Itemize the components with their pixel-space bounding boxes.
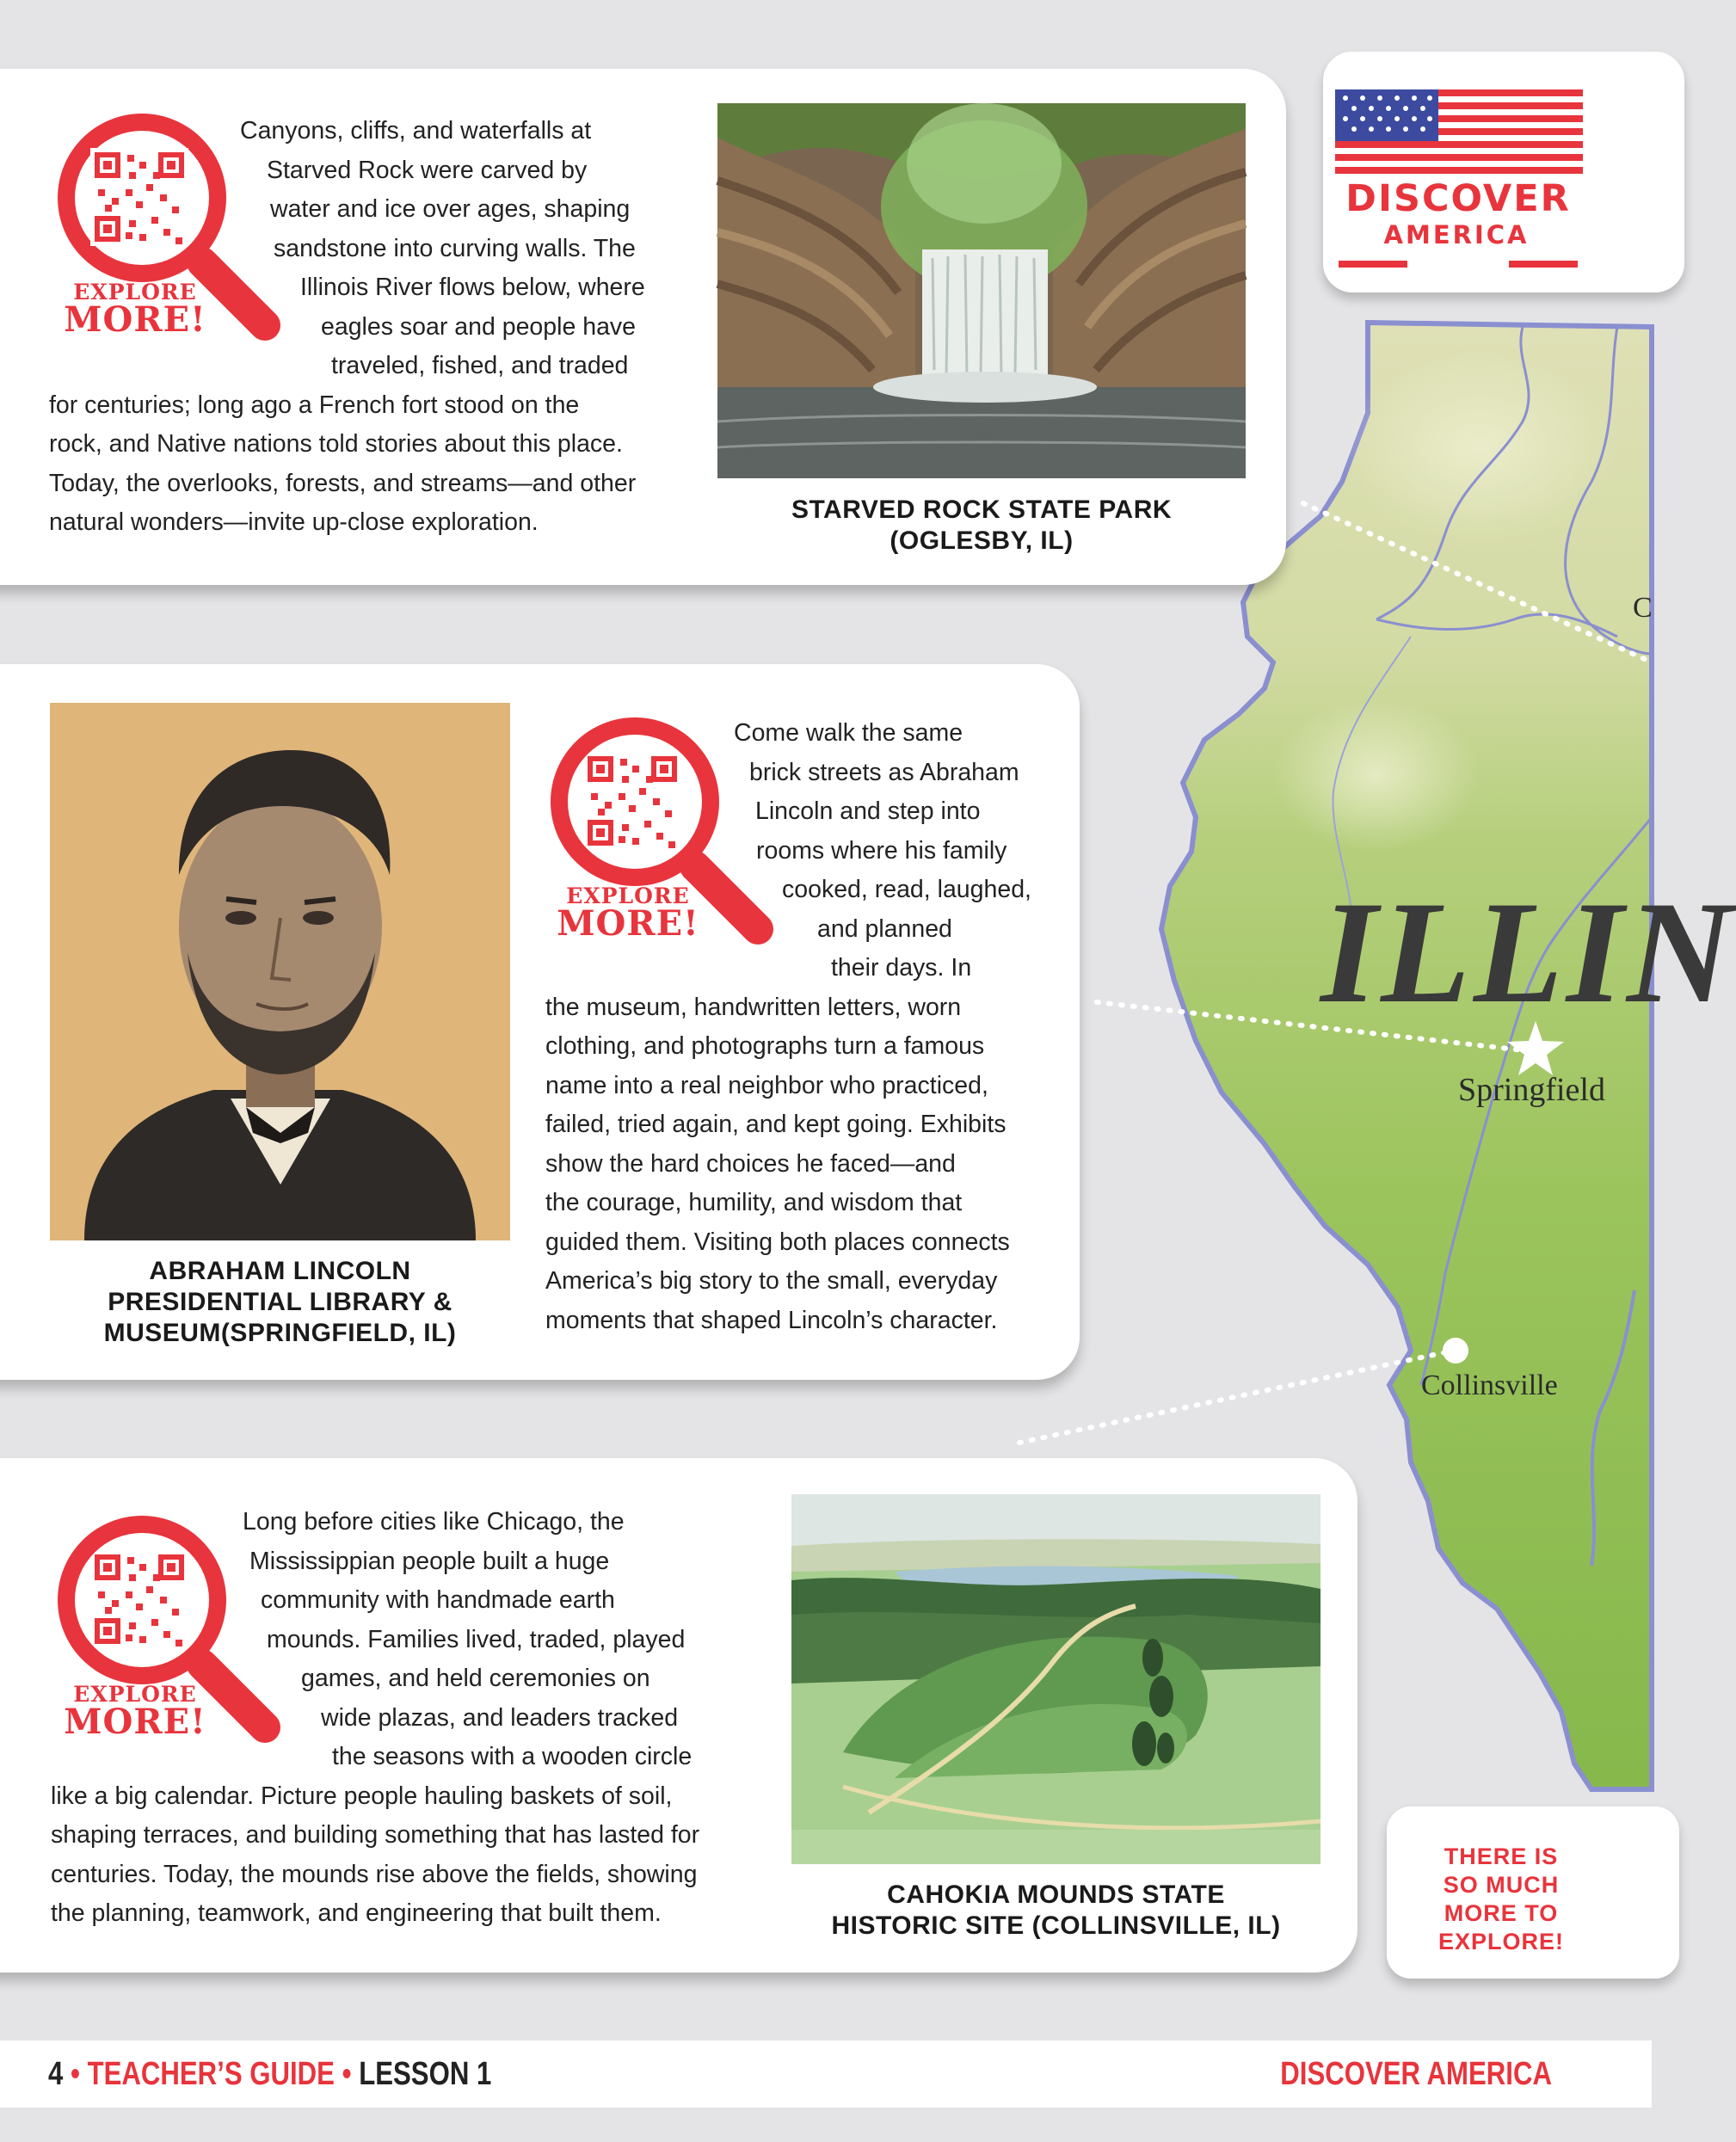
more-to-explore-text (1411, 1843, 1591, 1956)
caption-line: STARVED ROCK STATE PARK (791, 495, 1173, 524)
lincoln-text (0, 714, 1050, 1340)
text-line: Canyons, cliffs, and waterfalls at (240, 117, 592, 145)
text-line: community with handmade earth (261, 1586, 615, 1614)
text-line: and planned (817, 914, 952, 943)
page-footer (0, 2040, 1652, 2108)
starved-rock-photo (717, 103, 1246, 478)
text-line: clothing, and photographs turn a famous (545, 1032, 985, 1060)
explore-more-line2: MORE! (64, 1702, 206, 1742)
connector-line (1019, 1351, 1454, 1443)
text-line: the planning, teamwork, and engineering that built them. (51, 1899, 662, 1927)
text-line: show the hard choices he faced—and (545, 1149, 956, 1178)
lincoln-card (0, 664, 1080, 1380)
caption-line: (OGLESBY, IL) (890, 526, 1074, 555)
text-line: Long before cities like Chicago, the (243, 1508, 625, 1536)
more-line: MORE TO (1444, 1900, 1559, 1926)
mounds-illustration (791, 1494, 1320, 1864)
city-label-partial: C (1633, 592, 1653, 624)
discover-america-logo (1323, 52, 1684, 292)
more-line: SO MUCH (1443, 1872, 1560, 1898)
logo-subtitle: AMERICA (1383, 220, 1530, 249)
text-line: natural wonders—invite up-close exploration. (49, 508, 539, 536)
city-dot-icon (1443, 1338, 1468, 1363)
text-line: failed, tried again, and kept going. Exhibits (545, 1111, 1007, 1138)
text-line: rock, and Native nations told stories about this place. (49, 430, 623, 458)
caption-line: HISTORIC SITE (COLLINSVILLE, IL) (831, 1911, 1281, 1940)
logo-rule (1339, 261, 1407, 268)
starved-rock-text (0, 112, 645, 543)
page-number: 4 (48, 2056, 64, 2092)
waterfall-illustration (717, 103, 1246, 478)
map-light-area (1273, 697, 1480, 852)
text-line: moments that shaped Lincoln’s character. (545, 1306, 998, 1334)
cahokia-photo (791, 1494, 1320, 1864)
text-line: Lincoln and step into (755, 797, 981, 825)
text-line: Come walk the same (734, 719, 963, 747)
caption-line: CAHOKIA MOUNDS STATE (887, 1880, 1225, 1909)
us-flag-icon (1335, 89, 1583, 175)
text-line: eagles soar and people have (321, 312, 637, 341)
more-line: EXPLORE! (1437, 1929, 1565, 1954)
text-line: Starved Rock were carved by (267, 156, 588, 184)
explore-more-line1: EXPLORE (73, 280, 197, 305)
explore-more-line1: EXPLORE (73, 1682, 197, 1707)
more-line: THERE IS (1444, 1843, 1559, 1869)
text-line: Today, the overlooks, forests, and streams—and other (49, 469, 637, 497)
footer-brand: DISCOVER AMERICA (1280, 2056, 1552, 2092)
starved-rock-card (0, 69, 1286, 585)
more-to-explore-card (1387, 1807, 1679, 1979)
cahokia-card (0, 1458, 1357, 1973)
text-line: sandstone into curving walls. The (274, 234, 636, 262)
footer-separator: • (342, 2056, 352, 2092)
text-line: the courage, humility, and wisdom that (545, 1189, 963, 1216)
text-line: like a big calendar. Picture people hauling baskets of soil, (51, 1782, 673, 1810)
city-label-springfield: Springfield (1458, 1072, 1605, 1108)
text-line: brick streets as Abraham (749, 758, 1019, 786)
text-line: name into a real neighbor who practiced, (545, 1071, 988, 1099)
caption-line: PRESIDENTIAL LIBRARY & (108, 1288, 452, 1316)
text-line: wide plazas, and leaders tracked (321, 1703, 679, 1732)
explore-more-line1: EXPLORE (566, 883, 690, 908)
text-line: mounds. Families lived, traded, played (267, 1625, 686, 1653)
text-line: their days. In (831, 954, 972, 982)
starved-rock-caption (717, 495, 1246, 557)
text-line: Mississippian people built a huge (249, 1547, 610, 1575)
state-name-label: ILLIN (1320, 871, 1736, 1033)
text-line: Illinois River flows below, where (300, 274, 645, 301)
footer-left (48, 2056, 491, 2093)
cahokia-caption (791, 1880, 1320, 1942)
text-line: America’s big story to the small, everyday (545, 1267, 998, 1295)
explore-more-line2: MORE! (64, 299, 206, 340)
text-line: guided them. Visiting both places connects (545, 1228, 1010, 1256)
logo-rule (1509, 261, 1578, 268)
text-line: traveled, fished, and traded (331, 352, 629, 379)
logo-title: DISCOVER (1345, 177, 1571, 220)
text-line: the seasons with a wooden circle (332, 1743, 693, 1770)
text-line: rooms where his family (756, 836, 1007, 865)
caption-line: MUSEUM(SPRINGFIELD, IL) (103, 1319, 457, 1347)
footer-guide: TEACHER’S GUIDE (87, 2056, 335, 2092)
text-line: shaping terraces, and building something that has lasted for (51, 1821, 700, 1849)
cahokia-text (0, 1503, 740, 1934)
text-line: games, and held ceremonies on (301, 1665, 650, 1692)
footer-lesson: LESSON 1 (359, 2056, 492, 2092)
caption-line: ABRAHAM LINCOLN (149, 1257, 411, 1285)
city-label-collinsville: Collinsville (1421, 1370, 1558, 1401)
text-line: for centuries; long ago a French fort stood on the (49, 391, 580, 419)
text-line: cooked, read, laughed, (782, 876, 1031, 903)
footer-separator: • (70, 2056, 80, 2092)
explore-more-line2: MORE! (557, 903, 699, 944)
text-line: water and ice over ages, shaping (270, 195, 631, 223)
text-line: centuries. Today, the mounds rise above the fields, showing (51, 1860, 698, 1888)
text-line: the museum, handwritten letters, worn (545, 993, 962, 1021)
